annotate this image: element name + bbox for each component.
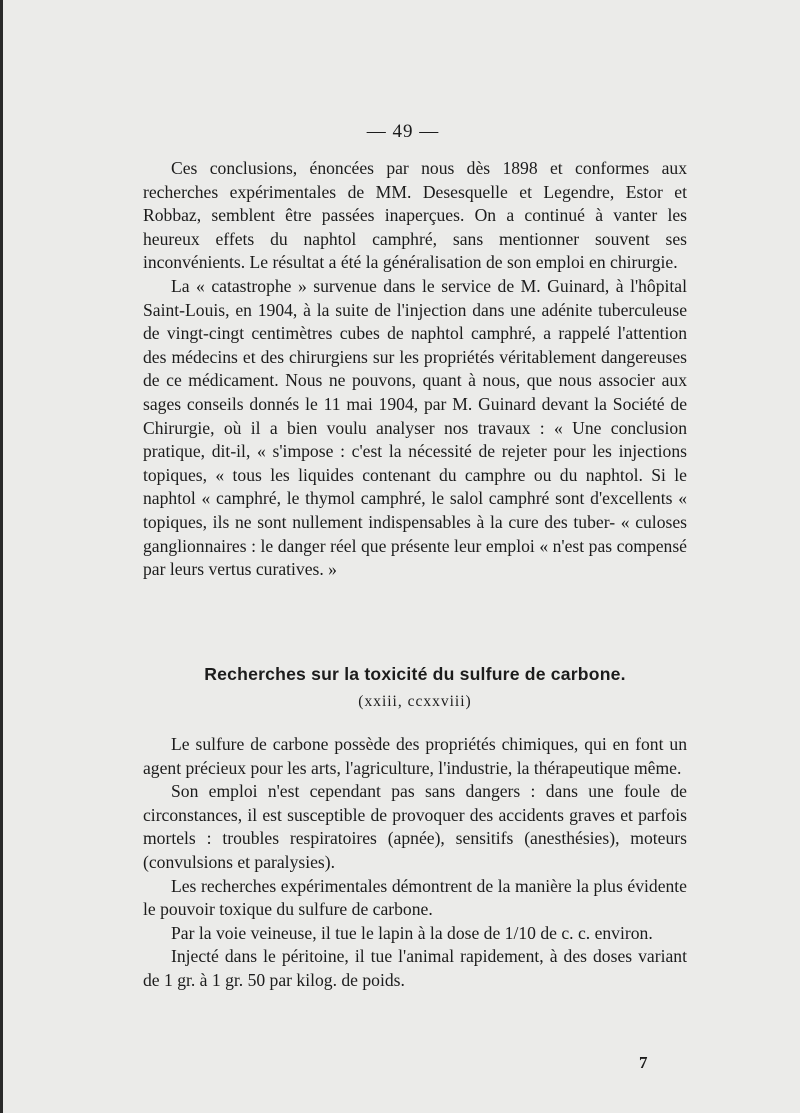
paragraph: Le sulfure de carbone possède des propriétés chimiques, qui en font un agent précieux pour les arts, l'agriculture, l'industrie, la thérapeutique même.: [143, 734, 687, 778]
paragraph: La « catastrophe » survenue dans le service de M. Guinard, à l'hôpital Saint-Louis, en 1904, à la suite de l'injection dans une adénite tuberculeuse de vingt-cingt centimètres cubes de naphtol camphré, a rappelé l'attention des médecins et des chirurgiens sur les propriétés véritablement dangereuses de ce médicament. Nous ne pouvons, quant à nous, que nous associer aux sages conseils donnés le 11 mai 1904, par M. Guinard devant la Société de Chirurgie, où il a bien voulu analyser nos travaux : « Une conclusion pratique, dit-il, « s'impose : c'est la nécessité de rejeter pour les injections topiques, « tous les liquides contenant du camphre ou du naphtol. Si le naphtol « camphré, le thymol camphré, le salol camphré sont d'excellents « topiques, ils ne sont nullement indispensables à la cure des tuber- « culoses ganglionnaires : le danger réel que présente leur emploi « n'est pas compensé par leurs vertus curatives. »: [143, 275, 687, 580]
paragraph: Son emploi n'est cependant pas sans dangers : dans une foule de circonstances, il est susceptible de provoquer des accidents graves et parfois mortels : troubles respiratoires (apnée), sensitifs (anesthésies), moteurs (convulsions et paralysies).: [143, 781, 687, 872]
section-text: [143, 733, 687, 993]
signature-mark: 7: [639, 1053, 648, 1072]
paragraph: Par la voie veineuse, il tue le lapin à la dose de 1/10 de c. c. environ.: [171, 922, 653, 943]
paragraph: Les recherches expérimentales démontrent de la manière la plus évidente le pouvoir toxique du sulfure de carbone.: [143, 875, 687, 920]
intro-text: [143, 157, 687, 582]
paragraph: Ces conclusions, énoncées par nous dès 1898 et conformes aux recherches expérimentales de MM. Desesquelle et Legendre, Estor et Robbaz, semblent être passées inaperçues. On a continué à vanter les heureux effets du naphtol camphré, sans mentionner souvent ses inconvénients. Le résultat a été la généralisation de son emploi en chirurgie.: [143, 158, 687, 273]
section-title: Recherches sur la toxicité du sulfure de carbone.: [204, 664, 626, 684]
section-references: (xxiii, ccxxviii): [358, 693, 472, 710]
page-number: — 49 —: [366, 121, 440, 142]
paragraph: Injecté dans le péritoine, il tue l'animal rapidement, à des doses variant de 1 gr. à 1 gr. 50 par kilog. de poids.: [143, 946, 687, 990]
